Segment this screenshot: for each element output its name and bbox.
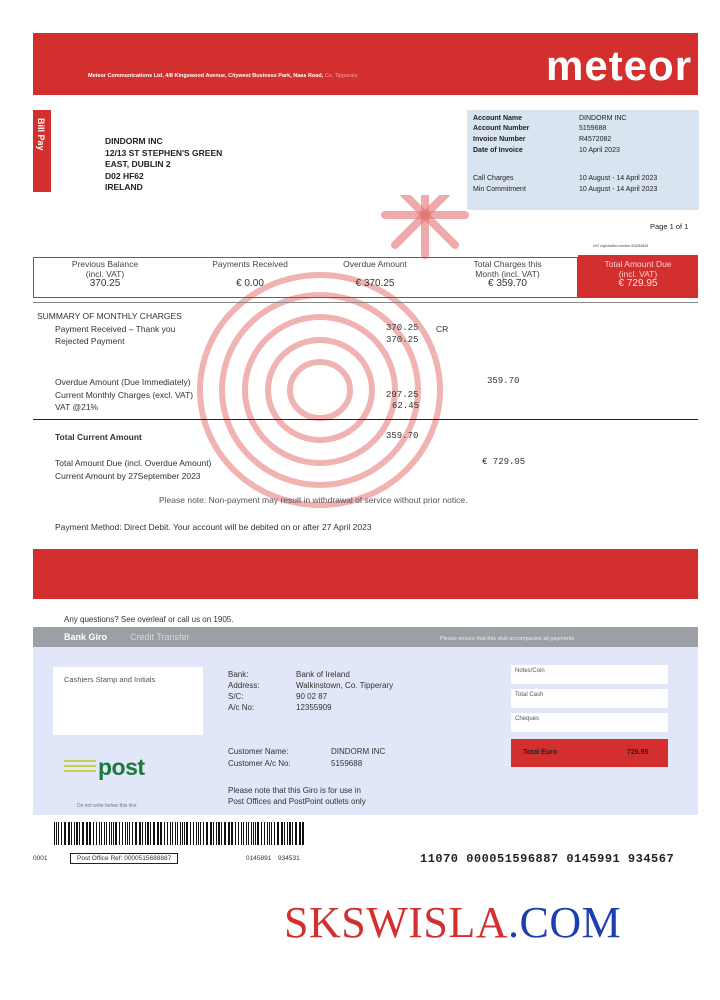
barcode-bar <box>182 822 183 845</box>
barcode-bar <box>210 822 212 845</box>
barcode-bar <box>213 822 214 845</box>
barcode-bar <box>164 822 165 845</box>
page-number: Page 1 of 1 <box>650 222 689 231</box>
barcode-bar <box>186 822 188 845</box>
barcode-bar <box>180 822 181 845</box>
questions-text: Any questions? See overleaf or call us on 1905. <box>64 615 234 624</box>
rejected-payment-value: 370.25 <box>386 335 419 345</box>
barcode-bar <box>277 822 279 845</box>
total-charges-month <box>450 259 565 289</box>
current-charges-label: Current Monthly Charges (excl. VAT) <box>55 390 194 400</box>
barcode-bar <box>264 822 265 845</box>
barcode-bar <box>206 822 208 845</box>
divider <box>33 302 698 303</box>
rejected-payment-label: Rejected Payment <box>55 336 125 346</box>
account-name-row <box>473 115 693 125</box>
watermark-red-part: SKSWISLA <box>284 898 509 947</box>
barcode-bar <box>200 822 201 845</box>
barcode-bar <box>198 822 199 845</box>
overdue-amount-label: Overdue Amount <box>343 259 407 269</box>
vat-registration: VAT registration number IE6262649 <box>593 244 649 248</box>
credit-marker: CR <box>436 324 449 334</box>
sort-code-label: S/C: <box>228 692 244 701</box>
call-charges-row <box>473 175 693 185</box>
account-name-value: DINDORM INC <box>579 115 627 122</box>
stamp-decoration <box>170 195 510 525</box>
barcode-bar <box>86 822 88 845</box>
total-euro-value: 729.95 <box>627 749 649 756</box>
current-amount-by-label: Current Amount by 27September 2023 <box>55 471 201 481</box>
payments-received-value: € 0.00 <box>236 278 264 289</box>
previous-balance-label-1: Previous Balance <box>71 259 139 269</box>
total-due-label-2: (incl. VAT) <box>618 269 658 279</box>
footer-code-2: 0145891 <box>246 855 272 862</box>
post-note-2: Post Offices and PostPoint outlets only <box>228 797 366 806</box>
barcode-bar <box>246 822 247 845</box>
customer-name-label: Customer Name: <box>228 747 289 756</box>
sort-code-value: 90 02 87 <box>296 692 328 701</box>
barcode-bar <box>135 822 137 845</box>
invoice-number-label: Invoice Number <box>473 136 526 143</box>
bill-pay-label: Bill Pay <box>36 118 46 151</box>
barcode-bar <box>153 822 155 845</box>
barcode-bar <box>221 822 222 845</box>
post-note-1: Please note that this Giro is for use in <box>228 786 361 795</box>
previous-balance <box>50 259 160 289</box>
barcode-bar <box>224 822 226 845</box>
vat-value: 62.45 <box>392 401 420 411</box>
payment-received-value: 370.25 <box>386 323 419 333</box>
barcode-bar <box>269 822 270 845</box>
barcode-bar <box>292 822 293 845</box>
customer-account-value: 5159688 <box>331 759 363 768</box>
barcode-bar <box>54 822 55 845</box>
bank-address-value: Walkinstown, Co. Tipperary <box>296 681 394 690</box>
current-charges-value: 297.25 <box>386 390 419 400</box>
overdue-due-label: Overdue Amount (Due Immediately) <box>55 377 191 387</box>
barcode-bar <box>157 822 159 845</box>
tab-credit-transfer[interactable]: Credit Transfer <box>130 632 190 642</box>
barcode-bar <box>248 822 249 845</box>
vat-label: VAT @21% <box>55 402 99 412</box>
barcode-bar <box>127 822 128 845</box>
overdue-amount-value: € 370.25 <box>355 278 395 289</box>
barcode-bar <box>111 822 112 845</box>
account-number-value: 5159688 <box>579 125 607 132</box>
divider <box>33 419 698 420</box>
barcode-bar <box>125 822 126 845</box>
barcode-bar <box>71 822 72 845</box>
barcode-bar <box>190 822 191 845</box>
payments-received <box>195 259 305 289</box>
stub-note: Please ensure that this stub accompanies all payments <box>440 636 575 642</box>
barcode-bar <box>196 822 197 845</box>
account-name-label: Account Name <box>473 115 523 122</box>
account-no-label: A/c No: <box>228 703 255 712</box>
barcode-bar <box>167 822 168 845</box>
barcode-bar <box>231 822 233 845</box>
red-separator-band <box>33 549 698 599</box>
barcode-bar <box>175 822 176 845</box>
barcode-bar <box>119 822 120 845</box>
barcode-bar <box>253 822 254 845</box>
barcode <box>54 822 306 845</box>
barcode-bar <box>74 822 75 845</box>
post-logo: post <box>98 754 145 780</box>
call-charges-value: 10 August - 14 April 2023 <box>579 175 658 182</box>
total-due-value: € 729.95 <box>618 278 658 289</box>
barcode-bar <box>89 822 91 845</box>
barcode-bar <box>216 822 217 845</box>
footer-code-3: 934531 <box>278 855 300 862</box>
address-line-1: DINDORM INC <box>105 136 163 146</box>
total-charges-label-2: Month (incl. VAT) <box>475 269 540 279</box>
footer-code-1: 0001 <box>33 855 48 862</box>
barcode-bar <box>145 822 146 845</box>
barcode-bar <box>56 822 57 845</box>
barcode-bar <box>150 822 151 845</box>
barcode-bar <box>257 822 259 845</box>
total-current-value: 359.70 <box>386 431 419 441</box>
previous-balance-label-2: (incl. VAT) <box>85 269 125 279</box>
barcode-bar <box>68 822 70 845</box>
barcode-bar <box>251 822 252 845</box>
barcode-bar <box>172 822 173 845</box>
barcode-bar <box>287 822 288 845</box>
invoice-date-label: Date of Invoice <box>473 147 523 154</box>
barcode-bar <box>184 822 185 845</box>
barcode-bar <box>284 822 285 845</box>
account-number-row <box>473 125 693 135</box>
barcode-bar <box>235 822 236 845</box>
total-cash-field[interactable]: Total Cash <box>511 689 668 708</box>
call-charges-label: Call Charges <box>473 175 514 182</box>
barcode-bar <box>299 822 301 845</box>
total-due-label-1: Total Amount Due <box>604 259 672 269</box>
overdue-due-value: 359.70 <box>487 376 520 386</box>
barcode-bar <box>255 822 256 845</box>
non-payment-note: Please note: Non-payment may result in withdrawal of service without prior notice. <box>159 495 468 505</box>
barcode-bar <box>281 822 283 845</box>
barcode-bar <box>115 822 117 845</box>
barcode-bar <box>142 822 143 845</box>
total-current-label: Total Current Amount <box>55 432 142 442</box>
bank-value: Bank of Ireland <box>296 670 350 679</box>
total-amount-due <box>580 259 696 289</box>
barcode-bar <box>113 822 114 845</box>
barcode-bar <box>289 822 291 845</box>
total-due-incl-overdue-value: € 729.95 <box>482 457 526 467</box>
invoice-date-row <box>473 147 693 157</box>
logo-text: meteor <box>546 42 693 89</box>
barcode-bar <box>243 822 244 845</box>
watermark-blue-part: .COM <box>508 898 622 947</box>
total-due-incl-overdue-label: Total Amount Due (incl. Overdue Amount) <box>55 458 212 468</box>
charges-heading: SUMMARY OF MONTHLY CHARGES <box>37 311 182 321</box>
micr-line: 11070 000051596887 0145991 934567 <box>420 852 675 866</box>
address-line-4: D02 HF62 <box>105 170 144 181</box>
tab-bank-giro[interactable]: Bank Giro <box>64 632 108 642</box>
barcode-bar <box>241 822 242 845</box>
barcode-bar <box>274 822 275 845</box>
previous-balance-value: 370.25 <box>89 278 121 289</box>
company-line-place: Co. Tipperary <box>324 73 358 79</box>
customer-account-label: Customer A/c No: <box>228 759 291 768</box>
barcode-bar <box>104 822 105 845</box>
watermark <box>284 897 621 948</box>
payment-method: Payment Method: Direct Debit. Your account will be debited on or after 27 April 2023 <box>55 522 372 532</box>
bank-label: Bank: <box>228 670 249 679</box>
invoice-number-row <box>473 136 693 146</box>
barcode-bar <box>193 822 194 845</box>
barcode-bar <box>203 822 204 845</box>
address-line-3: EAST, DUBLIN 2 <box>105 159 171 169</box>
barcode-bar <box>170 822 171 845</box>
account-no-value: 12355909 <box>296 703 332 712</box>
barcode-bar <box>129 822 130 845</box>
total-charges-value: € 359.70 <box>488 278 527 289</box>
invoice-number-value: R4572082 <box>579 136 612 143</box>
barcode-bar <box>76 822 78 845</box>
barcode-bar <box>82 822 84 845</box>
meteor-logo <box>546 42 692 90</box>
barcode-bar <box>271 822 272 845</box>
invoice-date-value: 10 April 2023 <box>579 147 620 154</box>
barcode-bar <box>99 822 100 845</box>
payments-received-label: Payments Received <box>212 259 288 269</box>
barcode-bar <box>61 822 62 845</box>
barcode-bar <box>267 822 268 845</box>
post-office-ref: Post Office Ref: 0000515688887 <box>70 853 178 864</box>
total-charges-label-1: Total Charges this <box>473 259 542 269</box>
barcode-bar <box>302 822 304 845</box>
barcode-bar <box>261 822 262 845</box>
do-not-write-note: Do not write below this line <box>77 803 137 809</box>
barcode-bar <box>58 822 59 845</box>
address-line-5: IRELAND <box>105 182 143 192</box>
barcode-bar <box>93 822 94 845</box>
customer-name-value: DINDORM INC <box>331 747 386 756</box>
barcode-bar <box>160 822 162 845</box>
barcode-bar <box>139 822 141 845</box>
company-line-text: Meteor Communications Ltd, 4/8 Kingswood Avenue, Citywest Business Park, Naas Road, <box>88 73 324 79</box>
notes-coin-field[interactable]: Notes/Coin <box>511 665 668 684</box>
barcode-bar <box>64 822 66 845</box>
payment-received-label: Payment Received – Thank you <box>55 324 176 334</box>
customer-address <box>105 136 222 194</box>
barcode-bar <box>218 822 220 845</box>
barcode-bar <box>238 822 239 845</box>
account-number-label: Account Number <box>473 125 530 132</box>
barcode-bar <box>228 822 230 845</box>
post-logo-lines-icon <box>62 758 98 776</box>
address-line-2: 12/13 ST STEPHEN'S GREEN <box>105 147 223 158</box>
barcode-bar <box>147 822 149 845</box>
barcode-bar <box>295 822 297 845</box>
barcode-bar <box>177 822 178 845</box>
barcode-bar <box>96 822 97 845</box>
barcode-bar <box>132 822 133 845</box>
barcode-bar <box>79 822 80 845</box>
bank-address-label: Address: <box>228 681 260 690</box>
barcode-bar <box>109 822 110 845</box>
cashier-label: Cashiers Stamp and Initials <box>64 675 156 684</box>
overdue-amount <box>320 259 430 289</box>
barcode-bar <box>106 822 107 845</box>
cheques-field[interactable]: Cheques <box>511 713 668 732</box>
min-commitment-label: Min Commitment <box>473 186 526 193</box>
barcode-bar <box>101 822 102 845</box>
total-euro-label: Total Euro <box>523 749 558 756</box>
company-address-line <box>88 73 358 79</box>
barcode-bar <box>122 822 123 845</box>
min-commitment-value: 10 August - 14 April 2023 <box>579 186 658 193</box>
